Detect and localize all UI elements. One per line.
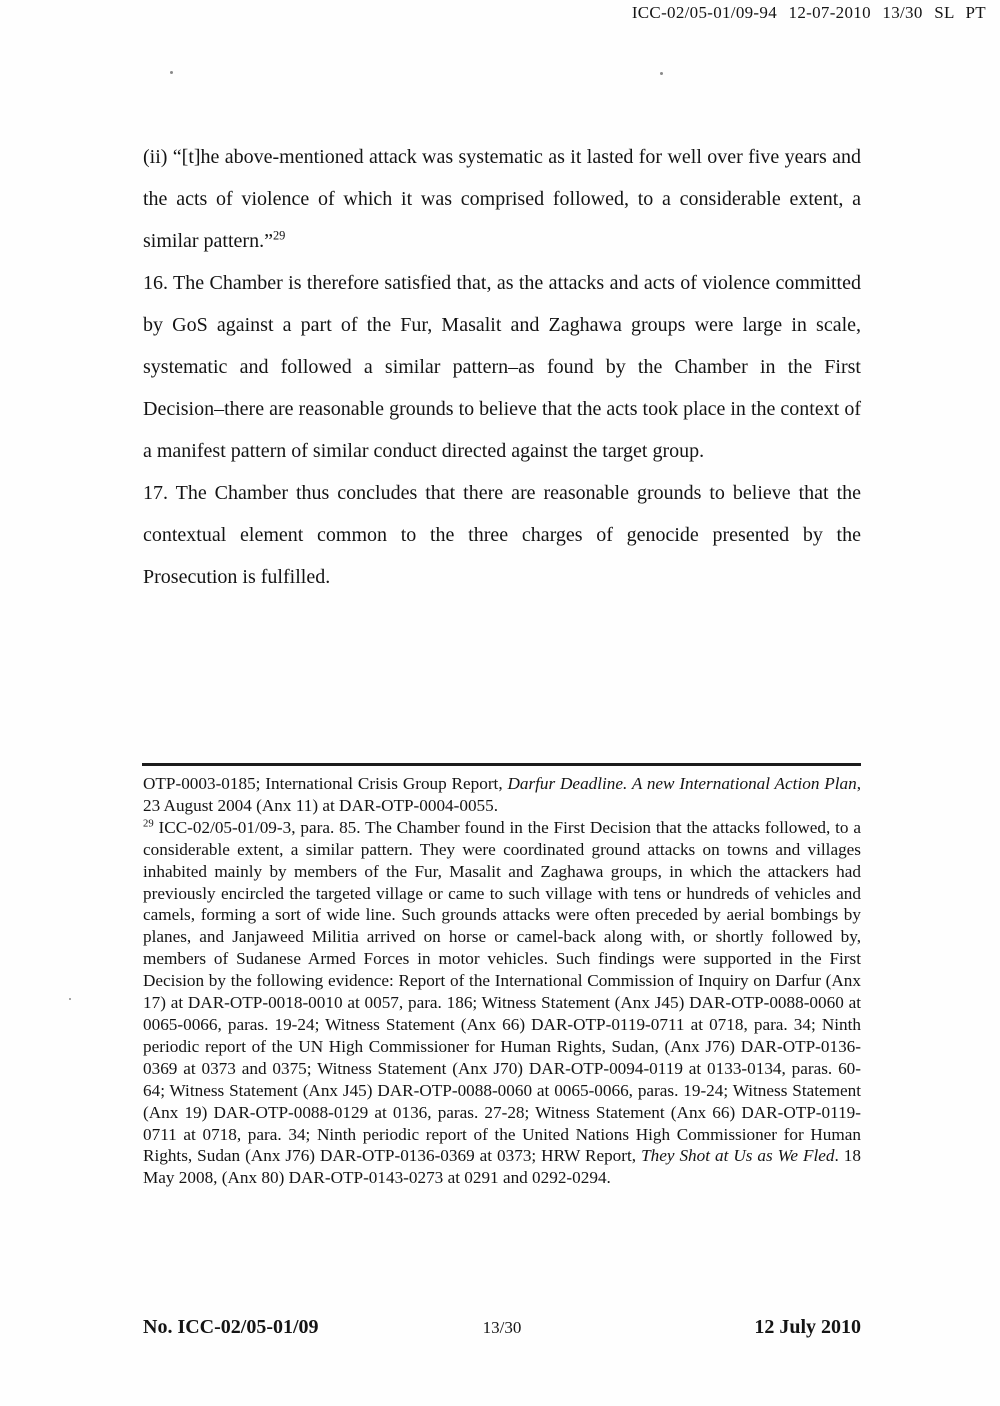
paragraph-quote-ii: (ii) “[t]he above-mentioned attack was systematic as it lasted for well over five years and the acts of violence of which it was comprised followed, to a considerable extent, a similar pattern.”$^{29}$ — [143, 146, 861, 252]
document-body — [143, 136, 861, 598]
footer-case-number: No. ICC-02/05-01/09 — [143, 1316, 319, 1338]
page-footer — [143, 1316, 861, 1339]
footer-page-number: 13/30 — [482, 1318, 522, 1337]
court-filing-stamp: ICC-02/05-01/09-94 12-07-2010 13/30 SL PT — [631, 3, 986, 22]
scan-artifact — [69, 998, 71, 1000]
footer-date: 12 July 2010 — [754, 1316, 862, 1338]
scan-artifact — [170, 71, 173, 74]
footnote-29: $^{29}$ ICC-02/05-01/09-3, para. 85. The Chamber found in the First Decision that the attacks followed, to a considerable extent, a similar pattern. They were coordinated ground attacks on towns and villages inhabited mainly by members of the Fur, Masalit and Zaghawa groups, in which the attackers had previously encircled the targeted village or came to such village with tens or hundreds of vehicles and camels, forming a sort of wide line. Such grounds attacks were often preceded by aerial bombings by planes, and Janjaweed Militia arrived on horse or camel-back along with, or shortly followed by, members of Sudanese Armed Forces in motor vehicles. Such findings were supported in the First Decision by the following evidence: Report of the International Commission of Inquiry on Darfur (Anx 17) at DAR-OTP-0018-0010 at 0057, para. 186; Witness Statement (Anx J45) DAR-OTP-0088-0060 at 0065-0066, paras. 19-24; Witness Statement (Anx 66) DAR-OTP-0119-0711 at 0718, para. 34; Ninth periodic report of the UN High Commissioner for Human Rights, Sudan, (Anx J76) DAR-OTP-0136-0369 at 0373 and 0375; Witness Statement (Anx J70) DAR-OTP-0094-0119 at 0133-0134, paras. 60-64; Witness Statement (Anx J45) DAR-OTP-0088-0060 at 0065-0066, paras. 19-24; Witness Statement (Anx 19) DAR-OTP-0088-0129 at 0136, paras. 27-28; Witness Statement (Anx 66) DAR-OTP-0119-0711 at 0718, para. 34; Ninth periodic report of the United Nations High Commissioner for Human Rights, Sudan (Anx J76) DAR-OTP-0136-0369 at 0373; HRW Report, They Shot at Us as We Fled. 18 May 2008, (Anx 80) DAR-OTP-0143-0273 at 0291 and 0292-0294. — [143, 817, 861, 1188]
paragraph-17: 17. The Chamber thus concludes that there are reasonable grounds to believe that the contextual element common to the three charges of genocide presented by the Prosecution is fulfilled. — [143, 482, 861, 588]
footnote-separator — [142, 763, 861, 766]
footnote-section — [143, 773, 861, 1189]
footnote-continuation: OTP-0003-0185; International Crisis Group Report, Darfur Deadline. A new International Action Plan, 23 August 2004 (Anx 11) at DAR-OTP-0004-0055. — [143, 774, 861, 815]
paragraph-16: 16. The Chamber is therefore satisfied that, as the attacks and acts of violence committed by GoS against a part of the Fur, Masalit and Zaghawa groups were large in scale, systematic and followed a similar pattern–as found by the Chamber in the First Decision–there are reasonable grounds to believe that the acts took place in the context of a manifest pattern of similar conduct directed against the target group. — [143, 272, 861, 462]
scan-artifact — [660, 72, 663, 75]
